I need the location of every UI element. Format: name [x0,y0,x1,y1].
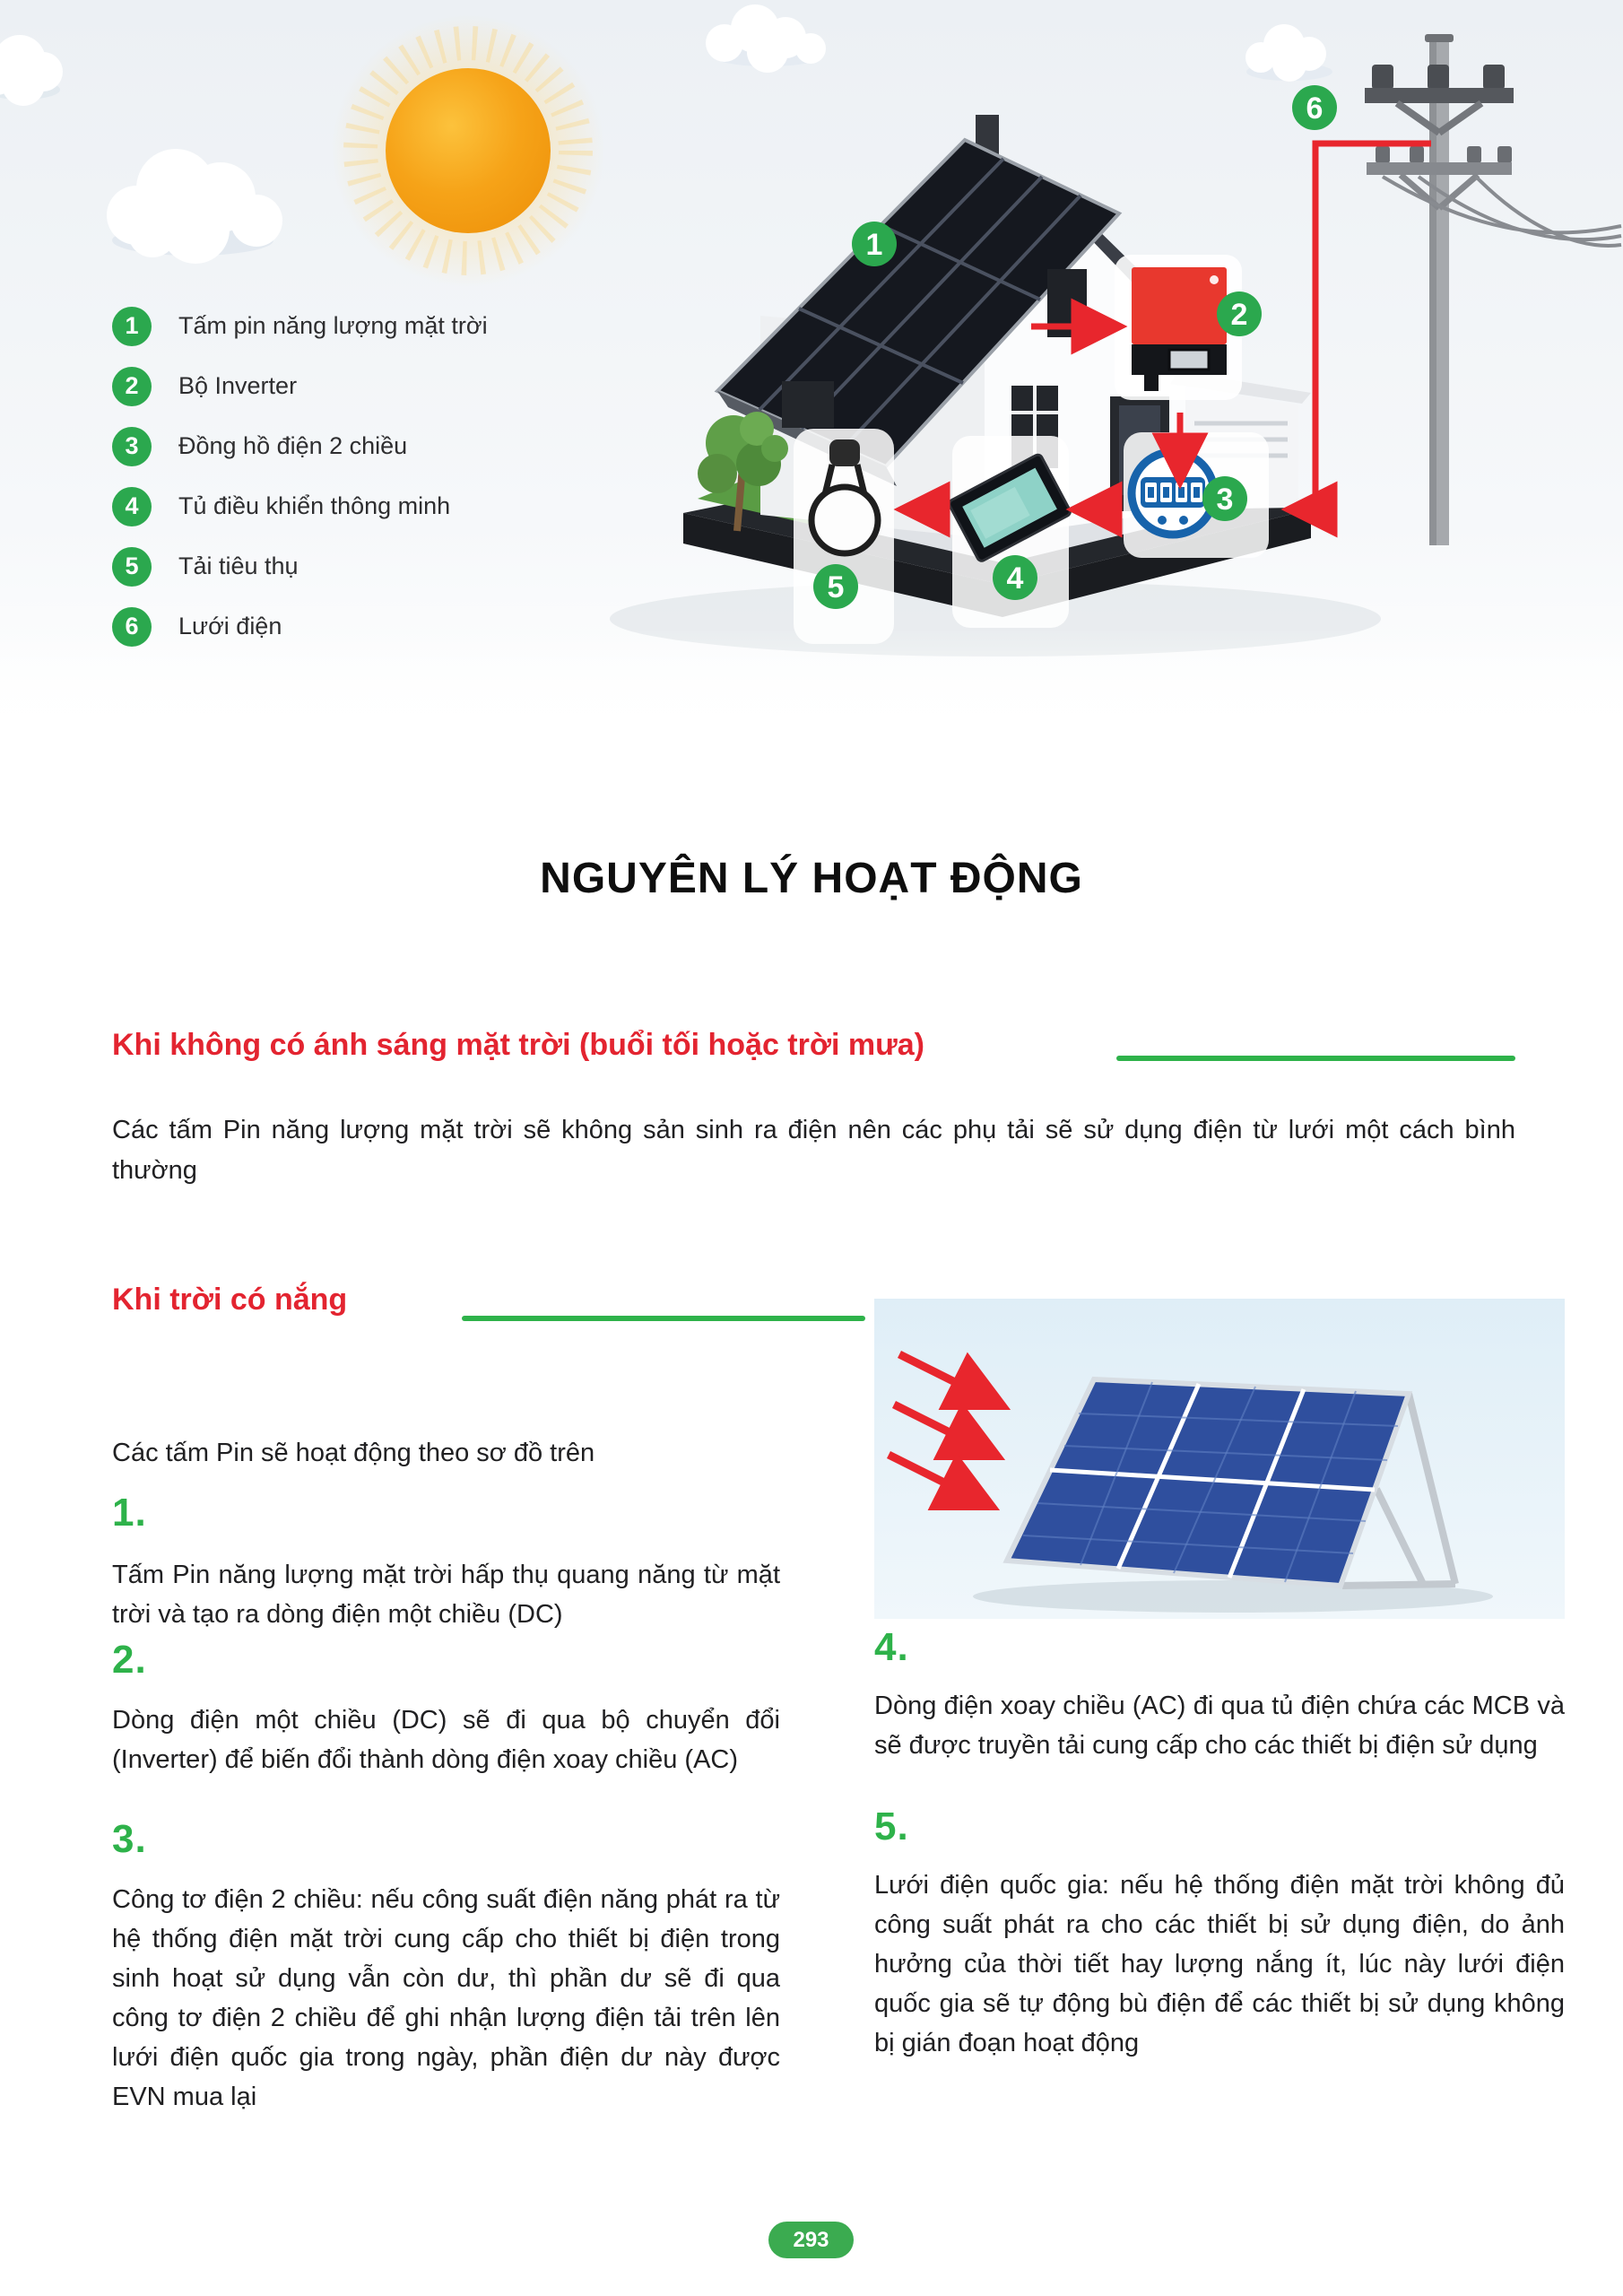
step-text-2: Dòng điện một chiều (DC) sẽ đi qua bộ chuyển đổi (Inverter) để biến đổi thành dòng điện xoay chiều (AC) [112,1706,780,1774]
legend-label: Đồng hồ điện 2 chiều [178,432,408,459]
badge-5: 5 [827,570,845,604]
step-text-3: Công tơ điện 2 chiều: nếu công suất điện năng phát ra từ hệ thống điện mặt trời cung cấp cho thiết bị điện trong sinh hoạt sử dụng vẫn còn dư, thì phần dư sẽ đi qua công tơ điện 2 chiều để ghi nhận lượng điện tải trên lên lưới điện quốc gia trong ngày, phần điện dư này được EVN mua lại [112,1885,780,2111]
legend-item-grid [112,596,488,657]
system-legend [112,296,488,657]
legend-label: Tấm pin năng lượng mặt trời [178,312,488,339]
legend-item-load [112,536,488,596]
meter-icon [1132,452,1214,535]
step-number-3: 3. [112,1817,147,1861]
legend-item-inverter [112,356,488,416]
section-body-sunny: Các tấm Pin sẽ hoạt động theo sơ đồ trên [112,1439,595,1467]
legend-number-badge: 1 [112,307,152,346]
badge-4: 4 [1006,561,1024,596]
legend-label: Tải tiêu thụ [178,552,299,579]
legend-label: Lưới điện [178,613,282,639]
badge-6: 6 [1306,91,1324,126]
page-number-badge: 293 [768,2222,854,2258]
window [782,381,834,428]
legend-item-meter [112,416,488,476]
step-number-1: 1. [112,1491,147,1535]
step-text-1: Tấm Pin năng lượng mặt trời hấp thụ quang năng từ mặt trời và tạo ra dòng điện một chiều (DC) [112,1561,780,1629]
section-heading-no-sun: Khi không có ánh sáng mặt trời (buổi tối hoặc trời mưa) [112,1028,924,1062]
step-text-4: Dòng điện xoay chiều (AC) đi qua tủ điện chứa các MCB và sẽ được truyền tải cung cấp cho các thiết bị điện sử dụng [874,1692,1565,1760]
step-number-4: 4. [874,1625,909,1669]
page-title: NGUYÊN LÝ HOẠT ĐỘNG [540,855,1083,902]
legend-item-solar-panel [112,296,488,356]
inverter-icon [1132,267,1227,391]
legend-number-badge: 3 [112,427,152,466]
step-number-2: 2. [112,1638,147,1682]
legend-label: Tủ điều khiển thông minh [178,492,451,519]
solar-panel-photo [874,1299,1565,1619]
legend-label: Bộ Inverter [178,372,298,399]
badge-1: 1 [865,228,883,262]
green-divider-line [1116,1056,1515,1061]
sun-icon [332,14,604,287]
green-divider-line [462,1316,865,1321]
badge-2: 2 [1230,298,1248,332]
step-text-5: Lưới điện quốc gia: nếu hệ thống điện mặt trời không đủ công suất phát ra cho các thiết bị sử dụng điện, do ảnh hưởng của thời tiết hay lượng nắng ít, lúc này lưới điện quốc gia sẽ tự động bù điện để các thiết bị sử dụng không bị gián đoạn hoạt động [874,1871,1565,2057]
section-heading-sunny: Khi trời có nắng [112,1283,348,1317]
legend-item-smart-cabinet [112,476,488,536]
badge-3: 3 [1216,483,1234,517]
legend-number-badge: 5 [112,547,152,587]
legend-number-badge: 2 [112,367,152,406]
section-body-no-sun: Các tấm Pin năng lượng mặt trời sẽ không sản sinh ra điện nên các phụ tải sẽ sử dụng điện từ lưới một cách bình thường [112,1116,1515,1185]
hero-illustration [0,0,1623,744]
legend-number-badge: 4 [112,487,152,526]
legend-number-badge: 6 [112,607,152,647]
step-number-5: 5. [874,1805,909,1848]
